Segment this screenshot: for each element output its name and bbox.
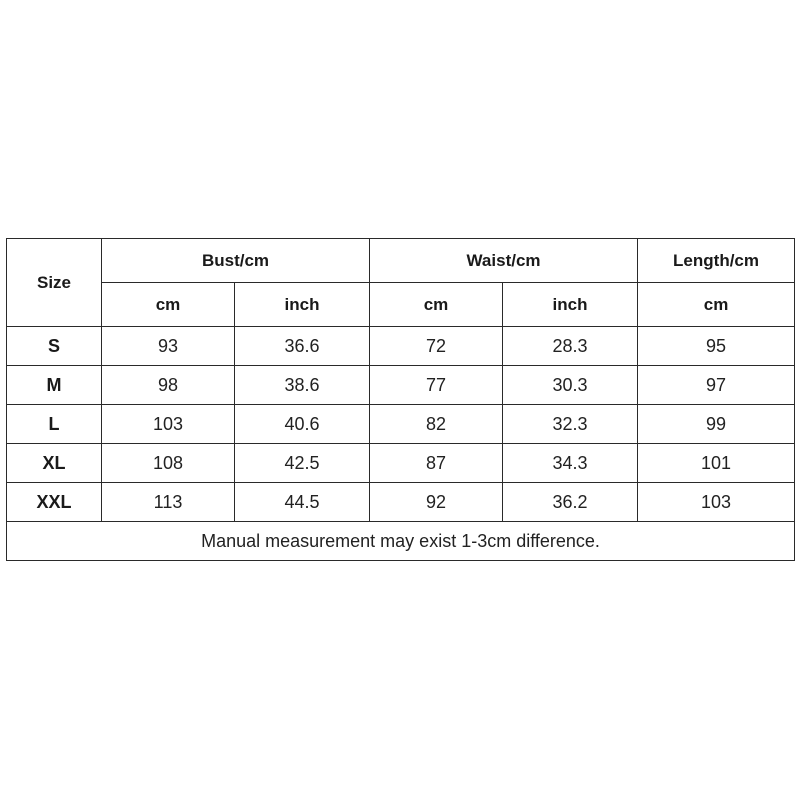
waist-inch-subheader: inch — [503, 283, 638, 327]
length-cm-cell: 101 — [638, 444, 795, 483]
waist-inch-cell: 34.3 — [503, 444, 638, 483]
bust-cm-cell: 108 — [102, 444, 235, 483]
bust-inch-cell: 36.6 — [235, 327, 370, 366]
size-cell: S — [7, 327, 102, 366]
length-cm-cell: 97 — [638, 366, 795, 405]
subheader-row — [7, 283, 795, 327]
waist-header: Waist/cm — [370, 239, 638, 283]
table-row — [7, 366, 795, 405]
waist-cm-cell: 72 — [370, 327, 503, 366]
bust-inch-cell: 44.5 — [235, 483, 370, 522]
bust-inch-subheader: inch — [235, 283, 370, 327]
note-row — [7, 522, 795, 561]
waist-inch-cell: 32.3 — [503, 405, 638, 444]
waist-cm-cell: 92 — [370, 483, 503, 522]
table-row — [7, 405, 795, 444]
waist-inch-cell: 30.3 — [503, 366, 638, 405]
waist-cm-cell: 82 — [370, 405, 503, 444]
bust-cm-cell: 113 — [102, 483, 235, 522]
bust-cm-subheader: cm — [102, 283, 235, 327]
length-cm-cell: 103 — [638, 483, 795, 522]
size-cell: XXL — [7, 483, 102, 522]
bust-cm-cell: 103 — [102, 405, 235, 444]
size-cell: L — [7, 405, 102, 444]
bust-cm-cell: 93 — [102, 327, 235, 366]
table-row — [7, 483, 795, 522]
header-row — [7, 239, 795, 283]
bust-inch-cell: 42.5 — [235, 444, 370, 483]
size-chart-table — [6, 238, 795, 561]
size-cell: XL — [7, 444, 102, 483]
waist-inch-cell: 36.2 — [503, 483, 638, 522]
waist-inch-cell: 28.3 — [503, 327, 638, 366]
bust-header: Bust/cm — [102, 239, 370, 283]
length-header: Length/cm — [638, 239, 795, 283]
bust-inch-cell: 40.6 — [235, 405, 370, 444]
bust-inch-cell: 38.6 — [235, 366, 370, 405]
table-row — [7, 444, 795, 483]
bust-cm-cell: 98 — [102, 366, 235, 405]
waist-cm-cell: 87 — [370, 444, 503, 483]
length-cm-cell: 95 — [638, 327, 795, 366]
waist-cm-cell: 77 — [370, 366, 503, 405]
measurement-note: Manual measurement may exist 1-3cm difference. — [7, 522, 795, 561]
size-header: Size — [7, 239, 102, 327]
table-row — [7, 327, 795, 366]
length-cm-subheader: cm — [638, 283, 795, 327]
size-cell: M — [7, 366, 102, 405]
length-cm-cell: 99 — [638, 405, 795, 444]
waist-cm-subheader: cm — [370, 283, 503, 327]
